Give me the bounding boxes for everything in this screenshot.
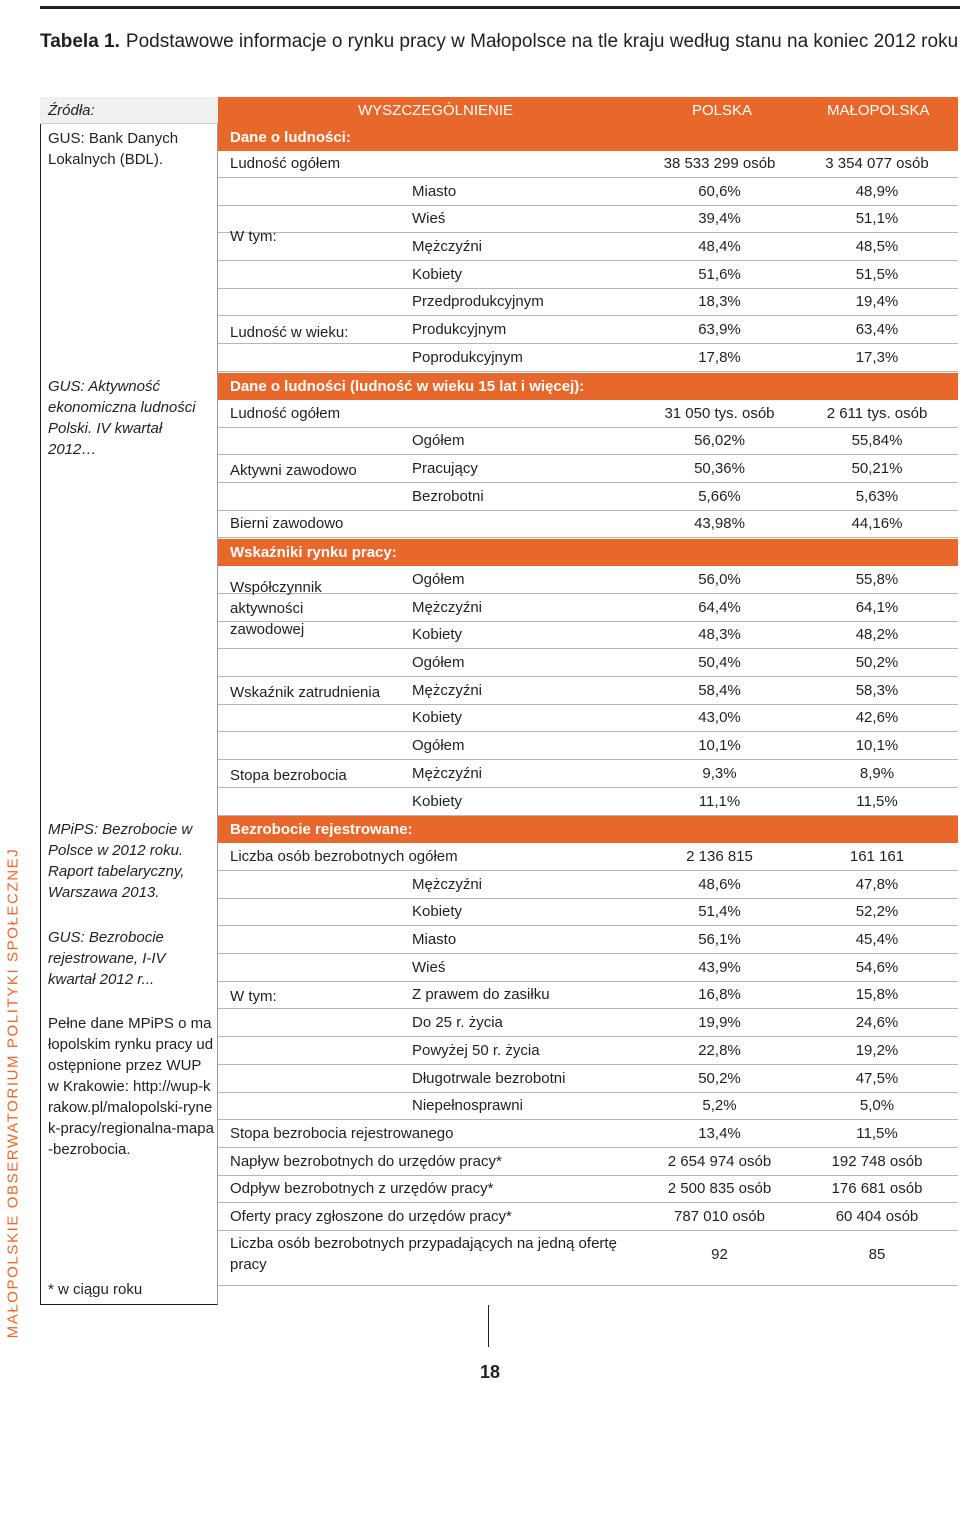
row-sublabel: Pracujący <box>412 460 478 477</box>
table-row <box>218 262 958 289</box>
row-sublabel: Kobiety <box>412 709 463 726</box>
value-malopolska: 24,6% <box>855 1014 899 1031</box>
table-row <box>218 151 958 178</box>
section-bezrobocie-rejestrowane: Bezrobocie rejestrowane: <box>218 816 958 843</box>
value-polska: 19,9% <box>698 1014 741 1031</box>
value-polska: 50,4% <box>698 654 741 671</box>
table-row <box>218 511 958 538</box>
value-polska: 39,4% <box>698 210 741 227</box>
row-label: Napływ bezrobotnych do urzędów pracy* <box>230 1153 502 1170</box>
value-polska: 58,4% <box>698 682 741 699</box>
row-label: Odpływ bezrobotnych z urzędów pracy* <box>230 1180 494 1197</box>
value-polska: 38 533 299 osób <box>663 155 776 172</box>
table-header <box>218 97 958 124</box>
value-malopolska: 48,2% <box>855 626 899 643</box>
row-sublabel: Z prawem do zasiłku <box>412 986 550 1003</box>
table-row <box>218 345 958 372</box>
value-malopolska: 50,2% <box>855 654 899 671</box>
value-malopolska: 2 611 tys. osób <box>826 405 928 422</box>
row-sublabel: Mężczyźni <box>412 238 483 255</box>
row-sublabel: Ogółem <box>412 737 465 754</box>
table-number: Tabela 1. <box>40 31 120 52</box>
value-polska: 48,3% <box>698 626 741 643</box>
table-row <box>218 1093 958 1120</box>
value-malopolska: 55,84% <box>851 432 903 449</box>
value-polska: 51,4% <box>698 903 741 920</box>
value-polska: 10,1% <box>698 737 741 754</box>
value-malopolska: 15,8% <box>855 986 899 1003</box>
value-polska: 56,1% <box>698 931 741 948</box>
value-malopolska: 11,5% <box>856 1125 898 1142</box>
source-wup: Pełne dane MPiPS o małopolskim rynku pracy udostępnione przez WUP w Krakowie: http://wup-krakow.pl/malopolski-rynek-pracy/regionalna-mapa-bezrobocia. <box>48 1015 214 1158</box>
source-bdl: GUS: Bank Danych Lokalnych (BDL). <box>48 130 179 168</box>
value-malopolska: 47,5% <box>855 1070 899 1087</box>
value-polska: 2 136 815 <box>686 848 753 865</box>
value-malopolska: 51,5% <box>855 266 899 283</box>
row-label: Liczba osób bezrobotnych ogółem <box>230 848 458 865</box>
table-row <box>218 1038 958 1065</box>
section-dane-o-ludnosci: Dane o ludności: <box>218 124 958 151</box>
value-polska: 787 010 osób <box>674 1208 765 1225</box>
value-malopolska: 55,8% <box>855 571 899 588</box>
row-label: Liczba osób bezrobotnych przypadających na jedną ofertę pracy <box>230 1235 617 1273</box>
table-row <box>218 650 958 677</box>
table-row <box>218 927 958 954</box>
value-polska: 5,2% <box>702 1097 737 1114</box>
value-malopolska: 63,4% <box>855 321 899 338</box>
value-malopolska: 52,2% <box>855 903 899 920</box>
table-row <box>218 428 958 455</box>
table-row <box>218 1232 958 1286</box>
table-row <box>218 1066 958 1093</box>
value-malopolska: 58,3% <box>855 682 899 699</box>
value-polska: 18,3% <box>698 293 741 310</box>
table-row <box>218 1204 958 1231</box>
row-sublabel: Mężczyźni <box>412 765 483 782</box>
value-polska: 2 500 835 osób <box>667 1180 772 1197</box>
value-malopolska: 192 748 osób <box>831 1153 923 1170</box>
header-malopolska: MAŁOPOLSKA <box>827 102 930 119</box>
value-polska: 48,4% <box>698 238 741 255</box>
header-polska: POLSKA <box>692 102 753 119</box>
row-sublabel: Miasto <box>412 183 457 200</box>
row-sublabel: Długotrwale bezrobotni <box>412 1070 566 1087</box>
row-sublabel: Powyżej 50 r. życia <box>412 1042 540 1059</box>
table-row <box>218 401 958 428</box>
value-malopolska: 60 404 osób <box>835 1208 919 1225</box>
table-row <box>218 789 958 816</box>
row-sublabel: Ogółem <box>412 432 465 449</box>
table-row <box>218 1010 958 1037</box>
table-row <box>218 206 958 233</box>
table-row <box>218 1121 958 1148</box>
table-title <box>40 28 960 55</box>
value-polska: 17,8% <box>698 349 741 366</box>
section-wskazniki: Wskaźniki rynku pracy: <box>218 539 958 566</box>
row-label: Oferty pracy zgłoszone do urzędów pracy* <box>230 1208 512 1225</box>
row-sublabel: Ogółem <box>412 571 465 588</box>
value-polska: 11,1% <box>698 793 741 810</box>
value-polska: 43,0% <box>698 709 741 726</box>
sources-header: Źródła: <box>40 97 218 124</box>
row-sublabel: Mężczyźni <box>412 599 483 616</box>
section-ludnosc-15: Dane o ludności (ludność w wieku 15 lat i więcej): <box>218 373 958 400</box>
row-sublabel: Wieś <box>412 959 446 976</box>
row-sublabel: Niepełnosprawni <box>412 1097 523 1114</box>
value-malopolska: 44,16% <box>851 515 903 532</box>
row-sublabel: Kobiety <box>412 903 463 920</box>
value-polska: 60,6% <box>698 183 741 200</box>
row-sublabel: Mężczyźni <box>412 682 483 699</box>
row-sublabel: Ogółem <box>412 654 465 671</box>
value-malopolska: 19,4% <box>855 293 899 310</box>
value-malopolska: 161 161 <box>849 848 905 865</box>
value-polska: 22,8% <box>698 1042 741 1059</box>
header-spec: WYSZCZEGÓLNIENIE <box>358 102 514 119</box>
table-row <box>218 289 958 316</box>
side-label <box>0 820 26 1365</box>
row-sublabel: Poprodukcyjnym <box>412 349 523 366</box>
table-title-text: Podstawowe informacje o rynku pracy w Małopolsce na tle kraju według stanu na koniec 2012 roku <box>125 31 959 52</box>
value-malopolska: 54,6% <box>855 959 899 976</box>
value-malopolska: 10,1% <box>855 737 899 754</box>
row-sublabel: Produkcyjnym <box>412 321 507 338</box>
row-sublabel: Bezrobotni <box>412 488 484 505</box>
source-bezrobocie-rejestrowane: GUS: Bezrobocie rejestrowane, I-IV kwartał 2012 r... <box>48 929 166 988</box>
row-label: Bierni zawodowo <box>230 515 344 532</box>
table-row <box>218 955 958 982</box>
value-malopolska: 5,63% <box>855 488 899 505</box>
page-number: 18 <box>480 1362 501 1382</box>
table-row <box>218 1149 958 1176</box>
row-sublabel: Do 25 r. życia <box>412 1014 503 1031</box>
source-aktywnosc: GUS: Aktywność ekonomiczna ludności Polski. IV kwartał 2012… <box>48 378 196 458</box>
value-malopolska: 19,2% <box>855 1042 899 1059</box>
value-malopolska: 47,8% <box>855 876 899 893</box>
value-malopolska: 176 681 osób <box>831 1180 923 1197</box>
table-row <box>218 179 958 206</box>
row-label: Ludność ogółem <box>230 405 341 422</box>
value-polska: 50,2% <box>698 1070 741 1087</box>
bottom-rule <box>488 1305 489 1347</box>
row-label: Stopa bezrobocia rejestrowanego <box>230 1125 454 1142</box>
row-sublabel: Wieś <box>412 210 446 227</box>
value-polska: 13,4% <box>698 1125 741 1142</box>
table-row <box>218 484 958 511</box>
value-polska: 50,36% <box>694 460 745 477</box>
table-row <box>218 899 958 926</box>
value-polska: 51,6% <box>698 266 741 283</box>
value-polska: 43,9% <box>698 959 741 976</box>
value-polska: 64,4% <box>698 599 741 616</box>
value-polska: 56,0% <box>698 571 741 588</box>
table-row <box>218 234 958 261</box>
row-sublabel: Przedprodukcyjnym <box>412 293 544 310</box>
value-polska: 48,6% <box>698 876 741 893</box>
row-sublabel: Mężczyźni <box>412 876 483 893</box>
value-malopolska: 8,9% <box>859 765 895 782</box>
value-malopolska: 50,21% <box>851 460 903 477</box>
value-malopolska: 11,5% <box>856 793 898 810</box>
source-mpips: MPiPS: Bezrobocie w Polsce w 2012 roku. Raport tabelaryczny, Warszawa 2013. <box>48 821 193 901</box>
value-malopolska: 48,5% <box>855 238 899 255</box>
value-malopolska: 64,1% <box>855 599 899 616</box>
table-row <box>218 982 958 1009</box>
table-row <box>218 844 958 871</box>
row-sublabel: Miasto <box>412 931 457 948</box>
value-malopolska: 17,3% <box>855 349 899 366</box>
value-malopolska: 3 354 077 osób <box>825 155 929 172</box>
value-polska: 16,8% <box>698 986 741 1003</box>
value-malopolska: 48,9% <box>855 183 899 200</box>
footnote: * w ciągu roku <box>48 1281 143 1298</box>
value-malopolska: 5,0% <box>859 1097 895 1114</box>
top-rule <box>40 6 960 9</box>
value-polska: 2 654 974 osób <box>667 1153 772 1170</box>
table-row <box>218 1176 958 1203</box>
table-row <box>218 733 958 760</box>
value-polska: 9,3% <box>702 765 737 782</box>
value-polska: 5,66% <box>698 488 741 505</box>
row-sublabel: Kobiety <box>412 626 463 643</box>
table-row <box>218 872 958 899</box>
value-malopolska: 42,6% <box>855 709 899 726</box>
value-polska: 63,9% <box>698 321 741 338</box>
table-row <box>218 705 958 732</box>
row-label: Ludność ogółem <box>230 155 341 172</box>
value-malopolska: 51,1% <box>855 210 899 227</box>
row-sublabel: Kobiety <box>412 793 463 810</box>
side-label-text: MAŁOPOLSKIE OBSERWATORIUM POLITYKI SPOŁECZNEJ <box>4 847 22 1338</box>
value-polska: 92 <box>711 1246 728 1263</box>
value-polska: 31 050 tys. osób <box>664 405 775 422</box>
value-polska: 43,98% <box>694 515 745 532</box>
value-polska: 56,02% <box>694 432 745 449</box>
value-malopolska: 85 <box>868 1246 886 1263</box>
value-malopolska: 45,4% <box>855 931 899 948</box>
row-sublabel: Kobiety <box>412 266 463 283</box>
